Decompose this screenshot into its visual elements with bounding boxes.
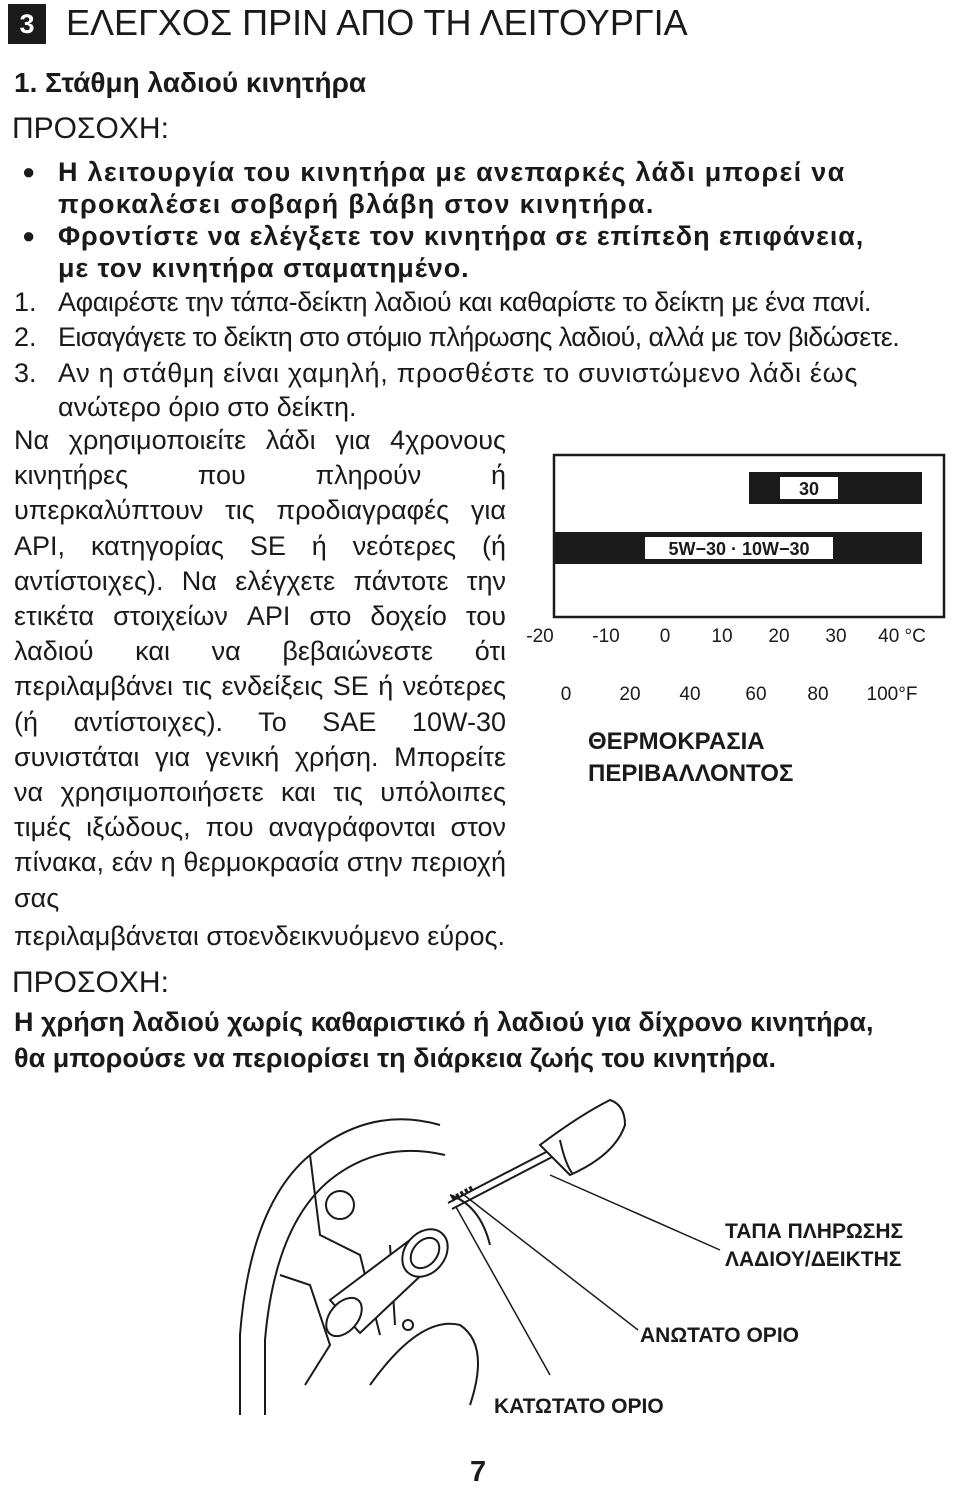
bullet-2-line-2: με τον κινητήρα σταματημένο. [58,253,470,283]
bullet-dot: ● [22,223,36,248]
chart-axis-title-line-2: ΠΕΡΙΒΑΛΛΟΝΤΟΣ [588,760,794,787]
celsius-tick-label: -20 [526,626,554,647]
callout-upper-limit: ΑΝΩΤΑΤΟ ΟΡΙΟ [640,1324,799,1347]
step-3-line-2: ανώτερο όριο στο δείκτη. [58,392,357,422]
warning-line-1: Η χρήση λαδιού χωρίς καθαριστικό ή λαδιού για δίχρονο κινητήρα, [14,1007,874,1037]
filler-neck [319,1220,457,1343]
celsius-tick-label: 10 [711,626,733,647]
warning-label: ΠΡΟΣΟΧΗ: [12,966,169,999]
subsection-title: 1. Στάθμη λαδιού κινητήρα [14,67,367,98]
step-3-number: 3. [14,358,37,388]
step-2-number: 2. [14,322,37,352]
warning-line-2: θα μπορούσε να περιορίσει τη διάρκεια ζωής του κινητήρα. [14,1043,776,1073]
celsius-tick-label: 20 [768,626,790,647]
oil-spec-paragraph: Να χρησιμοποιείτε λάδι για 4χρονους κινητήρες που πληρούν ή υπερκαλύπτουν τις προδιαγραφές για API, κατηγορίας SE ή νεότερες (ή αντίστοιχες). Να ελέγχετε πάντοτε την ετικέτα στοιχείων API στο δοχείο του λαδιού και να βεβαιώνεστε ότι περιλαμβάνει τις ενδείξεις SE ή νεότερες (ή αντίστοιχες). Το SAE 10W-30 συνιστάται για γενική χρήση. Μπορείτε να χρησιμοποιήσετε και τις υπόλοιπες τιμές ιξώδους, που αναγράφονται στον πίνακα, εάν η θερμοκρασία στην περιοχή σας [14,425,506,913]
viscosity-bar-label: 30 [798,479,820,499]
step-1-number: 1. [14,287,37,317]
celsius-tick-label: 40 °C [878,626,926,647]
step-2-text: Εισαγάγετε το δείκτη στο στόμιο πλήρωσης λαδιού, αλλά με τον βιδώσετε. [58,322,900,352]
fahrenheit-tick-label: 0 [560,684,572,705]
section-number-badge: 3 [8,4,46,44]
step-1-text: Αφαιρέστε την τάπα-δείκτη λαδιού και καθαρίστε το δείκτη με ένα πανί. [58,287,872,317]
viscosity-temperature-chart [526,450,955,720]
dipstick [448,1100,625,1209]
bullet-1-line-1: Η λειτουργία του κινητήρα με ανεπαρκές λάδι μπορεί να [58,157,846,187]
callout-cap-line-1: ΤΑΠΑ ΠΛΗΡΩΣΗΣ [725,1220,904,1243]
bullet-dot: ● [22,159,36,184]
section-title: ΕΛΕΓΧΟΣ ΠΡΙΝ ΑΠΟ ΤΗ ΛΕΙΤΟΥΡΓΙΑ [66,2,688,43]
fahrenheit-tick-label: 100°F [866,684,918,705]
warning-text [14,1004,954,1076]
fahrenheit-tick-label: 20 [619,684,641,705]
bullet-1-line-2: προκαλέσει σοβαρή βλάβη στον κινητήρα. [58,189,655,219]
fahrenheit-tick-label: 80 [807,684,829,705]
fahrenheit-tick-label: 40 [679,684,701,705]
callout-lower-limit: ΚΑΤΩΤΑΤΟ ΟΡΙΟ [494,1395,664,1418]
engine-dipstick-illustration [220,1085,740,1415]
celsius-tick-label: 30 [825,626,847,647]
caution-label: ΠΡΟΣΟΧΗ: [12,112,169,145]
celsius-tick-label: -10 [592,626,620,647]
engine-outline [240,1119,490,1415]
chart-axis-title-line-1: ΘΕΡΜΟΚΡΑΣΙΑ [588,728,765,755]
celsius-tick-label: 0 [659,626,671,647]
viscosity-bar-label: 5W−30 · 10W−30 [668,539,810,559]
page-number: 7 [470,1456,487,1488]
step-3-line-1: Αν η στάθμη είναι χαμηλή, προσθέστε το συνιστώμενο λάδι έως [58,358,859,388]
oil-spec-paragraph-end: περιλαμβάνεται στοενδεικνυόμενο εύρος. [14,921,505,951]
bullet-2-line-1: Φροντίστε να ελέγξετε τον κινητήρα σε επίπεδη επιφάνεια, [58,221,865,251]
callout-cap-line-2: ΛΑΔΙΟΥ/ΔΕΙΚΤΗΣ [725,1248,902,1271]
fahrenheit-tick-label: 60 [745,684,767,705]
